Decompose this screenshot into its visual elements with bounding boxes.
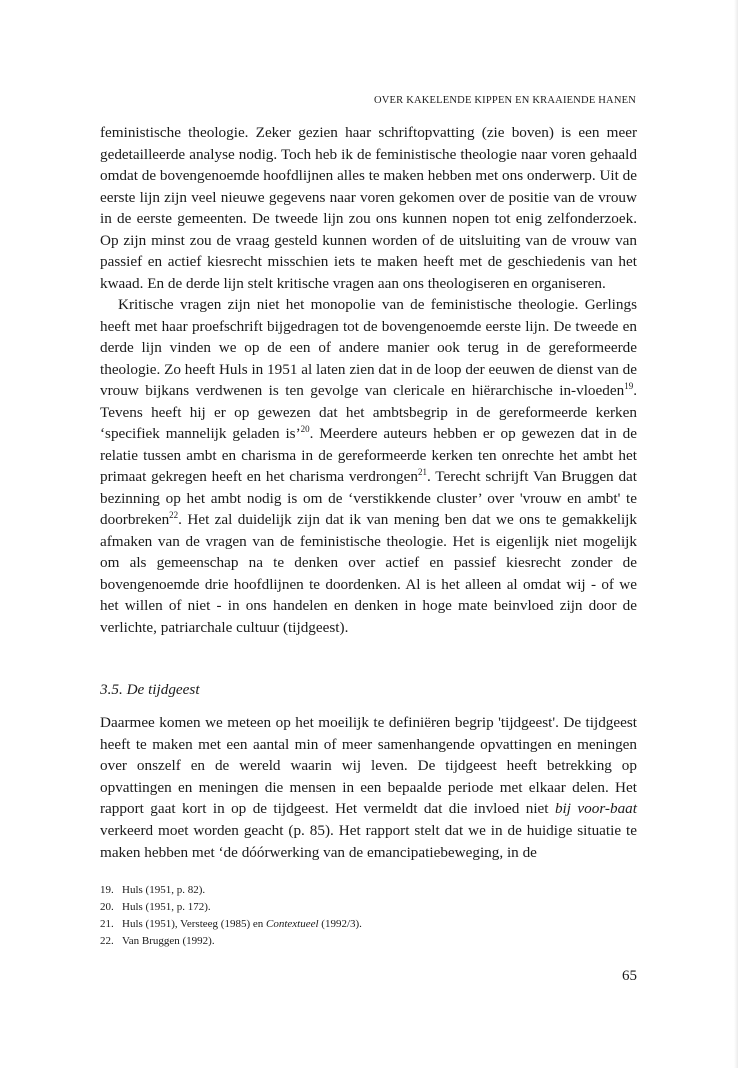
- running-head: OVER KAKELENDE KIPPEN EN KRAAIENDE HANEN: [373, 95, 636, 106]
- italic-phrase: bij voor-baat: [554, 800, 637, 818]
- footnote-22: 22. Van Bruggen (1992).: [100, 935, 215, 947]
- footnotes: [100, 882, 637, 950]
- paragraph-3: Daarmee komen we meteen op het moeilijk te definiëren begrip 'tijdgeest'. De tijdgeest heeft te maken met een aantal min of meer samenhangende opvattingen en meningen over onszelf en de wereld waarin wij leven. De tijdgeest heeft betrekking op opvattingen en meningen die mensen in een bepaalde periode met elkaar delen. Het rapport gaat kort in op de tijdgeest. Het vermeldt dat die invloed niet bij voor-baat verkeerd moet worden geacht (p. 85). Het rapport stelt dat we in de huidige situatie te maken hebben met ‘de dóórwerking van de emancipatiebeweging, in de: [100, 714, 637, 861]
- body-text: [100, 122, 637, 638]
- paragraph-1: feministische theologie. Zeker gezien haar schriftopvatting (zie boven) is een meer gedetailleerde analyse nodig. Toch heb ik de feministische theologie naar voren gehaald omdat de bovengenoemde hoofdlijnen alles te maken hebben met ons onderwerp. Uit de eerste lijn zijn veel nieuwe gegevens naar voren gekomen over de positie van de vrouw in de eerste gemeenten. De tweede lijn zou ons kunnen nopen tot enig zelfonderzoek. Op zijn minst zou de vraag gesteld kunnen worden of de uitsluiting van de vrouw van passief en actief kiesrecht misschien iets te maken heeft met de geschiedenis van het kwaad. En de derde lijn stelt kritische vragen aan ons theologiseren en organiseren.: [100, 124, 637, 292]
- section-heading: 3.5. De tijdgeest: [100, 681, 200, 698]
- footnote-ref-19: 19: [624, 380, 634, 391]
- footnote-ref-21: 21: [418, 466, 427, 477]
- footnote-21: 21. Huls (1951), Versteeg (1985) en Contextueel (1992/3).: [100, 918, 362, 930]
- page-number: 65: [622, 968, 637, 984]
- footnote-19: 19. Huls (1951, p. 82).: [100, 884, 206, 896]
- footnote-20: 20. Huls (1951, p. 172).: [100, 901, 211, 913]
- footnote-ref-22: 22: [169, 509, 179, 520]
- scan-edge-shadow: [734, 0, 738, 1068]
- footnote-ref-20: 20: [300, 423, 310, 434]
- paragraph-2: Kritische vragen zijn niet het monopolie van de feministische theologie. Gerlings heeft met haar proefschrift bijgedragen tot de bovengenoemde eerste lijn. De tweede en derde lijn vinden we op de een of andere manier ook terug in de gereformeerde theologie. Zo heeft Huls in 1951 al laten zien dat in de loop der eeuwen de dienst van de vrouw bijkans verdwenen is ten gevolge van clericale en hiërarchische in-vloeden$^{19}$. Tevens heeft hij er op gewezen dat het ambtsbegrip in de gereformeerde kerken ‘specifiek mannelijk geladen is’$^{20}$. Meerdere auteurs hebben er op gewezen dat in de relatie tussen ambt en charisma in de gereformeerde kerken ten onrechte het ambt het primaat gekregen heeft en het charisma verdrongen$^{21}$. Terecht schrijft Van Bruggen dat bezinning op het ambt nodig is om de ‘verstikkende cluster’ over 'vrouw en ambt' te doorbreken$^{22}$. Het zal duidelijk zijn dat ik van mening ben dat we ons te gemakkelijk afmaken van de vragen van de feministische theologie. Het is eigenlijk niet mogelijk om als gemeenschap na te denken over actief en passief kiesrecht zonder de bovengenoemde drie hoofdlijnen te doordenken. Al is het alleen al omdat wij - of we het willen of niet - in ons handelen en denken in hoge mate beinvloed zijn door de verlichte, patriarchale cultuur (tijdgeest).: [100, 296, 637, 636]
